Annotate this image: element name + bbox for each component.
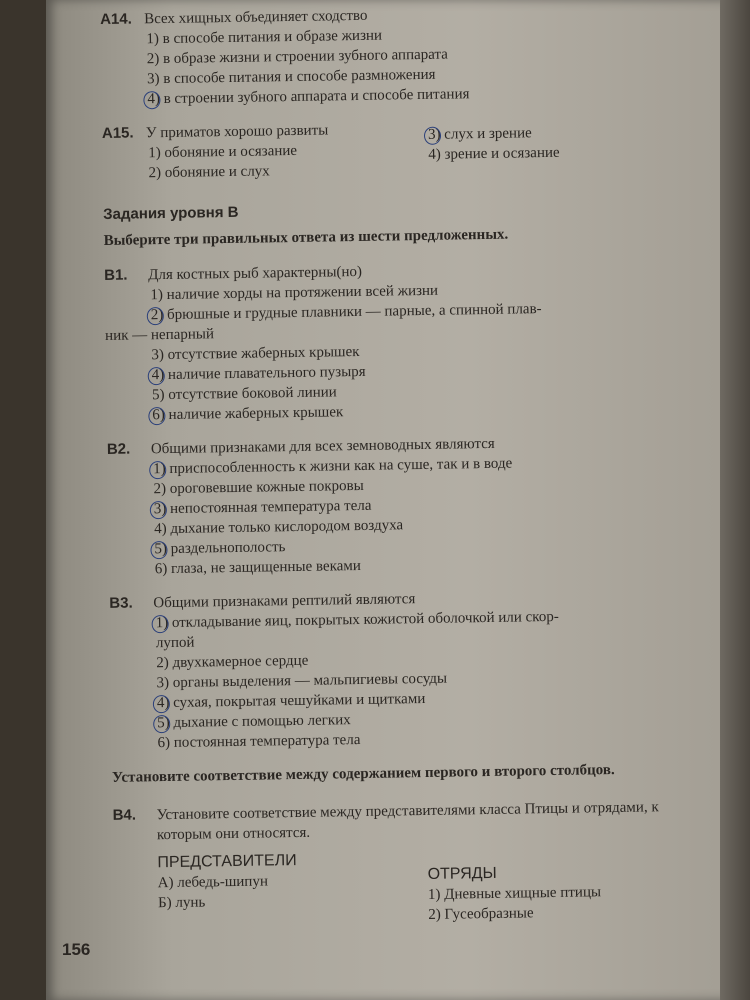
answer-options [155,605,711,754]
answer-option-circled: 5) дыхание с помощью легких [157,704,711,733]
answer-option-circled: 3) непостоянная температура тела [154,491,708,520]
answer-option: 4) дыхание только кислородом воздуха [154,517,404,538]
question-text: У приматов хорошо развиты [145,122,329,142]
page-content [100,1,715,944]
answer-option-circled: 4) сухая, покрытая чешуйками и щитками [157,684,711,713]
question-b1 [104,257,706,426]
question-number: В2. [106,440,131,458]
answer-option-circled: 4) в строении зубного аппарата и способе питания [147,81,701,110]
answer-option: 6) глаза, не защищенные веками [154,557,362,578]
match-columns [157,844,714,929]
question-text: Общими признаками для всех земноводных являются [150,435,495,458]
answer-options [104,277,706,426]
section-title: Задания уровня В [103,203,239,223]
answer-option: 4) зрение и осязание [428,144,560,163]
question-a15 [102,115,703,184]
match-item: 2) Гусеобразные [428,905,534,923]
answer-option-circled: 6) наличие жаберных крышек [152,397,706,426]
column-header: ОТРЯДЫ [427,864,497,883]
answer-option-circled: 2) брюшные и грудные плавники — парные, а спинной плав- [151,297,705,326]
answer-option: 3) в способе питания и способе размножения [146,66,436,88]
answer-options [153,451,709,580]
answer-option: 2) ороговевшие кожные покровы [153,477,364,498]
answer-option-circled: 4) наличие плавательного пузыря [152,357,706,386]
answer-option: 1) в способе питания и образе жизни [146,27,383,48]
answer-option: 2) двухкамерное сердце [156,652,309,672]
question-b2 [107,431,709,580]
match-instruction: Установите соответствие между содержанием первого и второго столбцов. [111,762,615,786]
answer-option: 5) отсутствие боковой линии [151,384,337,404]
answer-option: 1) наличие хорды на протяжении всей жизни [150,282,439,304]
match-item: 1) Дневные хищные птицы [427,884,602,903]
match-left-column [157,849,428,929]
answer-option: 3) органы выделения — мальпигиевы сосуды [156,670,448,692]
question-number: A14. [100,10,132,28]
answer-option-continuation: лупой [155,634,195,652]
question-number: В4. [112,806,137,824]
page-number: 156 [62,940,91,959]
question-text: Общими признаками рептилий являются [153,591,416,612]
match-right-column [427,845,688,925]
question-number: В1. [104,266,128,284]
question-b3 [109,585,711,754]
match-item: Б) лунь [157,894,206,912]
question-text: Установите соответствие между представителями класса Птицы и отрядами, к которым они относятся. [156,799,659,844]
answer-option-circled: 1) приспособленность к жизни как на суше, так и в воде [153,451,707,480]
book-edge [720,0,750,1000]
question-number: A15. [101,124,134,142]
answer-option: 3) отсутствие жаберных крышек [151,343,360,364]
question-text: Для костных рыб характерны(но) [148,263,363,284]
match-item: А) лебедь-шипун [157,873,269,892]
answer-option-continuation: ник — непарный [104,326,215,344]
question-a14 [100,1,701,110]
answer-option: 1) обоняние и осязание [148,142,298,162]
answer-option: 2) обоняние и слух [148,163,270,182]
section-instruction: Выберите три правильных ответа из шести предложенных. [103,226,509,249]
answer-options [146,21,701,110]
question-number: В3. [109,594,133,612]
answer-option: 2) в образе жизни и строении зубного аппарата [146,46,448,68]
answer-option-circled: 5) раздельнополость [154,531,708,560]
answer-option: 6) постоянная температура тела [157,732,361,752]
question-text: Всех хищных объединяет сходство [144,7,368,28]
question-b4 [113,796,715,929]
column-header: ПРЕДСТАВИТЕЛИ [157,852,297,872]
answer-option-circled: 1) откладывание яиц, покрытых кожистой оболочкой или скор- [155,605,709,634]
answer-option-circled: 3) слух и зрение [428,121,678,145]
